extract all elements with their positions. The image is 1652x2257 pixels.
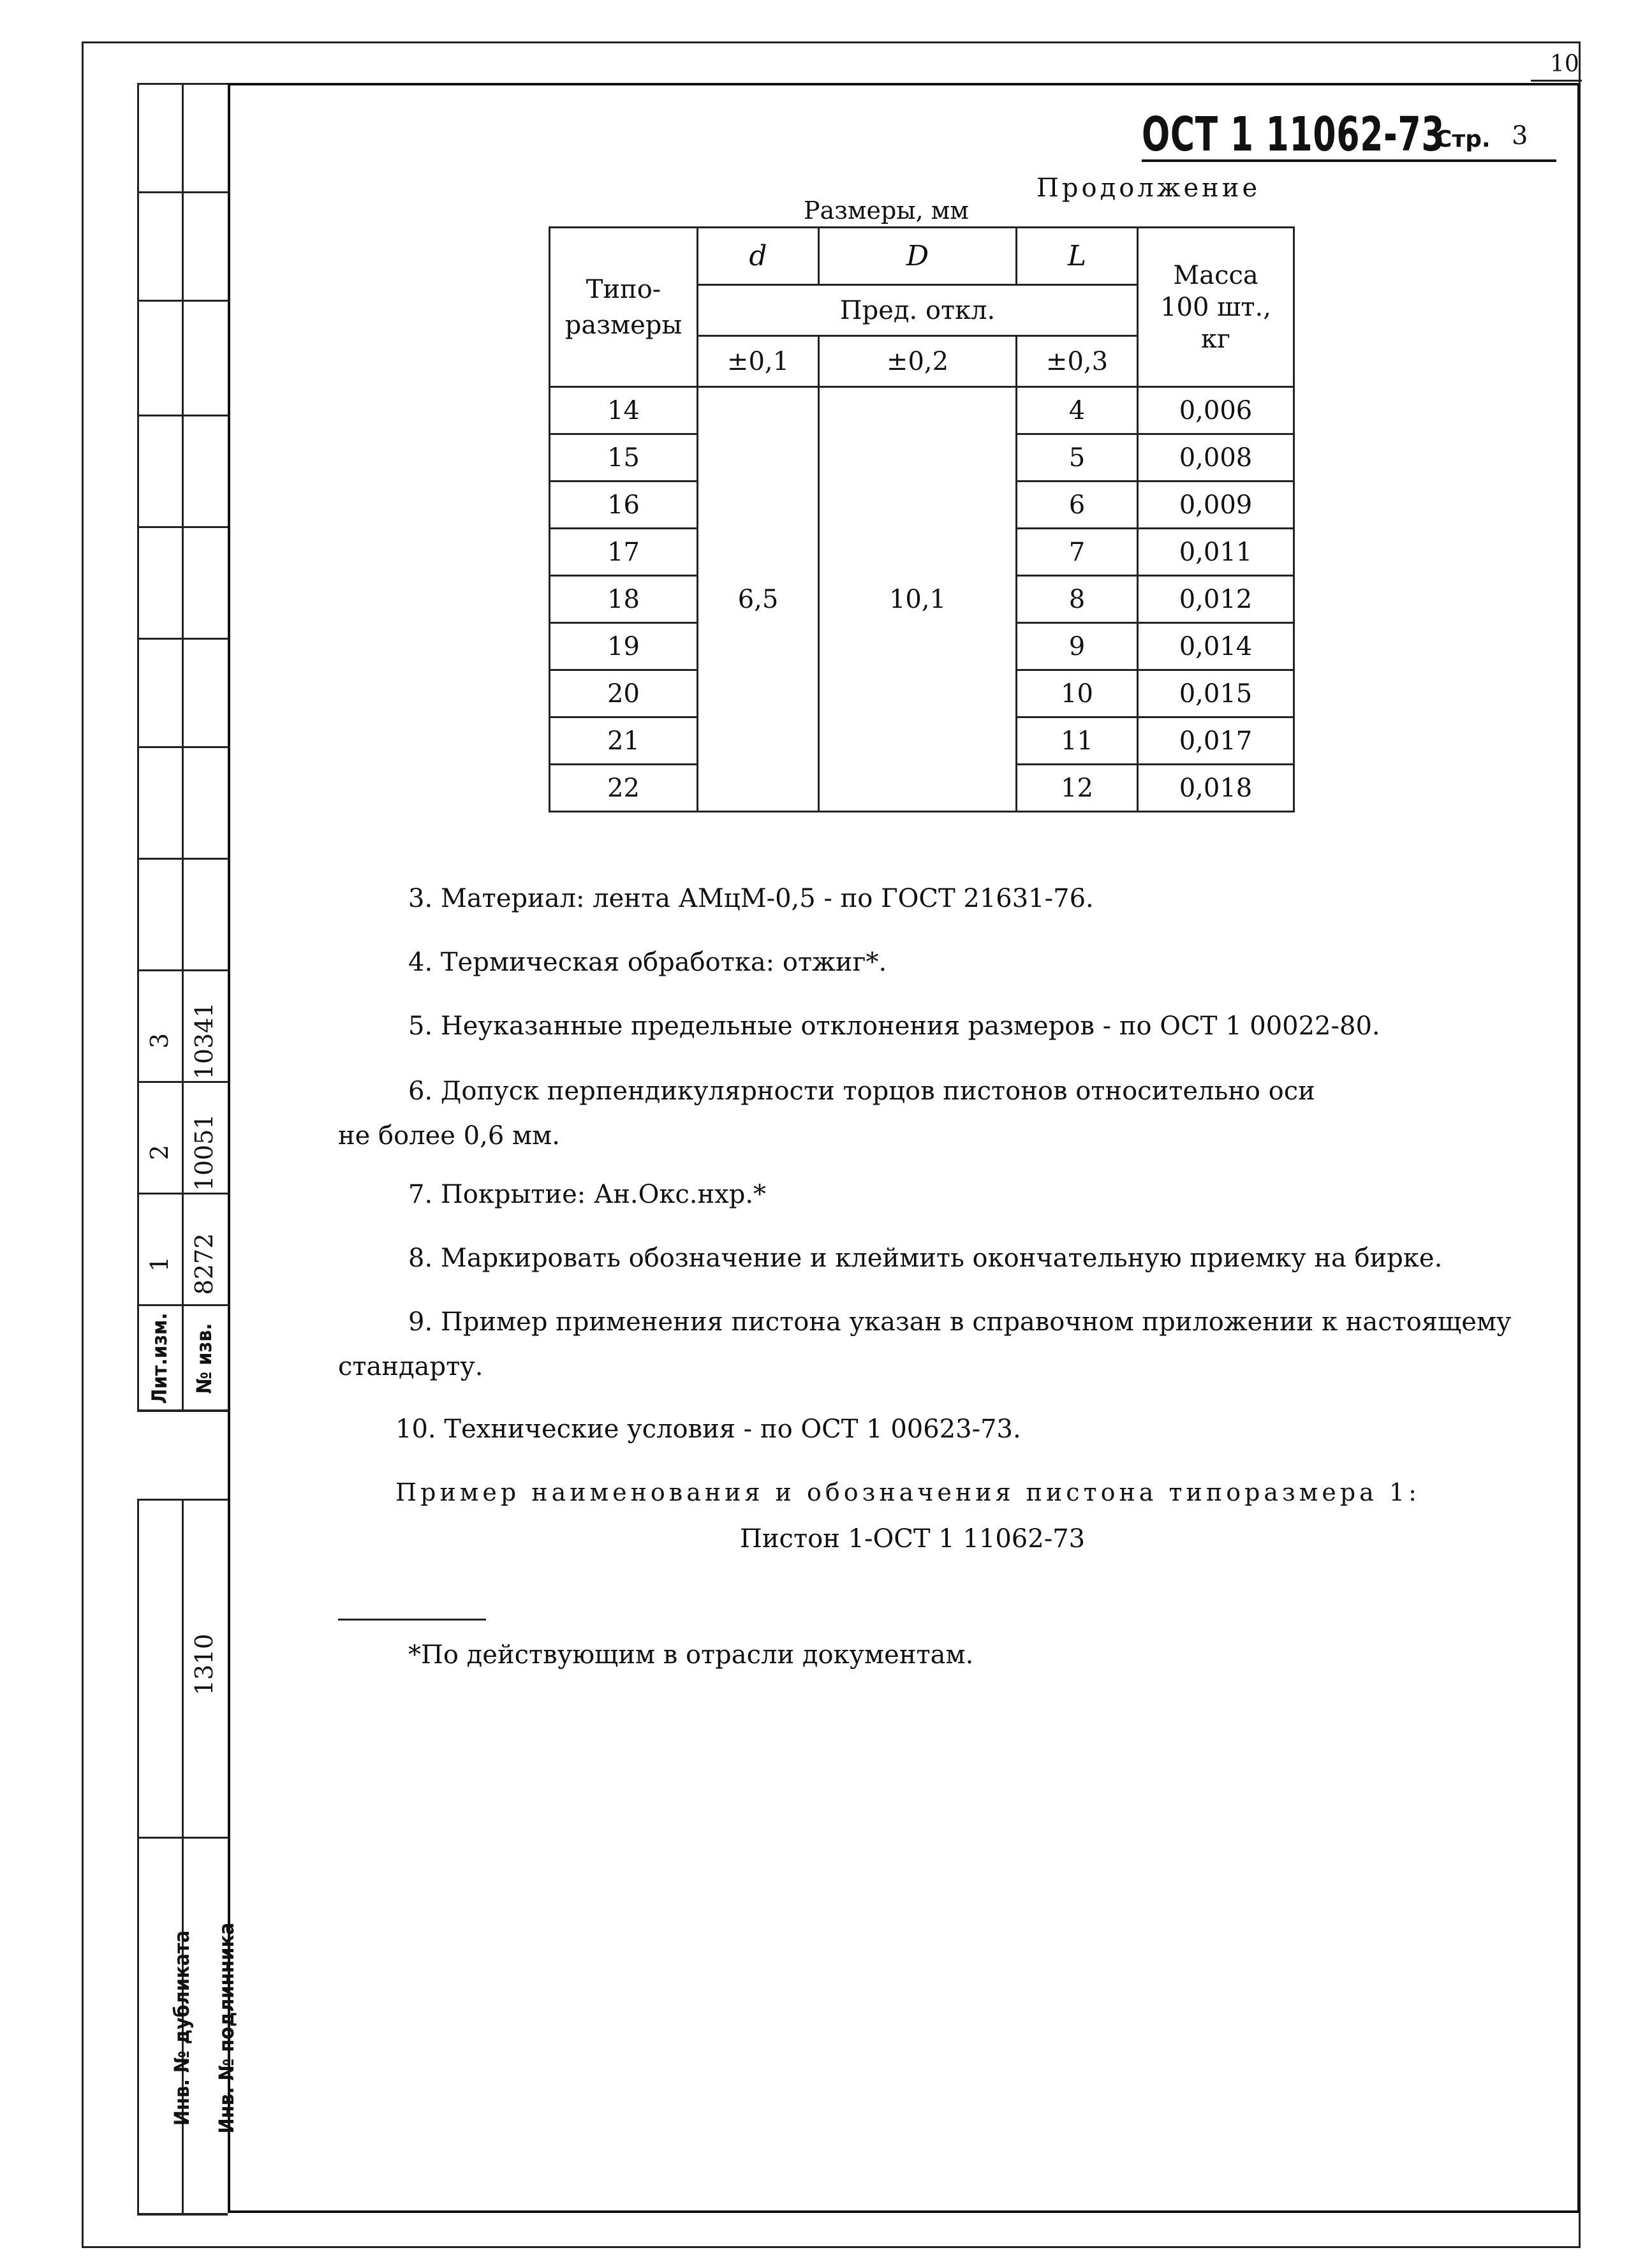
clause-10-specifications: 10. Технические условия - по ОСТ 1 00623-73.	[395, 1415, 1021, 1444]
clause-6-perpendicularity: 6. Допуск перпендикулярности торцов пистонов относительно оси	[408, 1077, 1315, 1106]
page-label: Стр.	[1435, 126, 1491, 152]
table-cell-L: 7	[1017, 529, 1138, 576]
clause-4-heat-treatment: 4. Термическая обработка: отжиг*.	[408, 948, 887, 977]
stamp-row-line	[137, 1837, 228, 1839]
tolerance-header: Пред. откл.	[698, 285, 1138, 336]
original-inventory-label: Инв. № подлинника	[214, 1922, 239, 2134]
table-cell-L: 6	[1017, 482, 1138, 529]
col-header-type: Типо- размеры	[550, 228, 698, 387]
change-notice-1: 8272	[190, 1233, 218, 1295]
sheet-number-line	[1531, 80, 1582, 82]
table-cell-type: 16	[550, 482, 698, 529]
table-cell-L: 11	[1017, 717, 1138, 765]
table-cell-mass: 0,015	[1138, 670, 1294, 717]
table-cell-L: 12	[1017, 765, 1138, 812]
table-cell-mass: 0,009	[1138, 482, 1294, 529]
table-cell-mass: 0,014	[1138, 623, 1294, 670]
tolerance-d: ±0,1	[698, 336, 819, 387]
dimensions-table	[549, 226, 1295, 812]
table-cell-mass: 0,018	[1138, 765, 1294, 812]
stamp-row-line	[137, 746, 228, 748]
table-cell-L: 9	[1017, 623, 1138, 670]
sheet-number: 10	[1550, 51, 1579, 77]
table-cell-type: 20	[550, 670, 698, 717]
change-notice-3: 10341	[190, 1002, 218, 1080]
stamp-row-line	[137, 1409, 228, 1412]
stamp-row-line	[137, 1499, 228, 1501]
table-cell-mass: 0,006	[1138, 387, 1294, 434]
table-cell-type: 22	[550, 765, 698, 812]
table-cell-type: 17	[550, 529, 698, 576]
clause-7-coating: 7. Покрытие: Ан.Окс.нхр.*	[408, 1180, 767, 1209]
col-header-L: L	[1017, 228, 1138, 285]
clause-5-tolerances: 5. Неуказанные предельные отклонения размеров - по ОСТ 1 00022-80.	[408, 1011, 1380, 1041]
change-lit-3: 3	[145, 1033, 173, 1049]
stamp-row-line	[137, 415, 228, 416]
clause-8-marking: 8. Маркировать обозначение и клеймить окончательную приемку на бирке.	[408, 1244, 1443, 1273]
change-lit-1: 1	[145, 1256, 173, 1272]
stamp-row-line	[137, 526, 228, 528]
col-header-D: D	[819, 228, 1017, 285]
clause-6-continuation: не более 0,6 мм.	[338, 1121, 560, 1151]
stamp-row-line	[137, 638, 228, 640]
stamp-row-line	[137, 300, 228, 302]
table-cell-type: 19	[550, 623, 698, 670]
stamp-row-line	[137, 2213, 228, 2216]
stamp-row-line	[137, 858, 228, 860]
stamp-row-line	[137, 83, 228, 85]
footnote-separator	[338, 1619, 486, 1621]
clause-3-material: 3. Материал: лента АМцМ-0,5 - по ГОСТ 21631-76.	[408, 884, 1094, 913]
table-continuation-caption: Продолжение	[1036, 173, 1261, 203]
table-cell-type: 14	[550, 387, 698, 434]
table-cell-mass: 0,012	[1138, 576, 1294, 623]
duplicate-inventory-label: Инв. № дубликата	[170, 1930, 194, 2126]
stamp-col-line	[137, 1499, 139, 2213]
col-header-mass: Масса 100 шт., кг	[1138, 228, 1294, 387]
document-code: ОСТ 1 11062-73	[1142, 107, 1445, 162]
document-code-underline	[1142, 159, 1556, 162]
table-units-caption: Размеры, мм	[804, 196, 969, 224]
table-cell-mass: 0,011	[1138, 529, 1294, 576]
table-cell-mass: 0,008	[1138, 434, 1294, 482]
designation-example-title: Пример наименования и обозначения пистона типоразмера 1:	[395, 1478, 1420, 1506]
notice-number-label: № изв.	[192, 1323, 216, 1394]
footnote: *По действующим в отрасли документам.	[408, 1640, 974, 1670]
table-cell-type: 21	[550, 717, 698, 765]
lit-change-label: Лит.изм.	[147, 1312, 172, 1404]
page-number: 3	[1512, 121, 1528, 151]
table-cell-type: 15	[550, 434, 698, 482]
stamp-row-line	[137, 969, 228, 971]
table-cell-mass: 0,017	[1138, 717, 1294, 765]
stamp-row-line	[137, 191, 228, 193]
table-cell-L: 4	[1017, 387, 1138, 434]
original-inventory-number: 1310	[190, 1633, 218, 1696]
clause-9-example: 9. Пример применения пистона указан в справочном приложении к настоящему	[408, 1307, 1512, 1337]
table-cell-type: 18	[550, 576, 698, 623]
tolerance-D: ±0,2	[819, 336, 1017, 387]
designation-example-value: Пистон 1-ОСТ 1 11062-73	[740, 1524, 1086, 1554]
clause-9-continuation: стандарту.	[338, 1352, 483, 1381]
table-cell-L: 5	[1017, 434, 1138, 482]
col-header-d: d	[698, 228, 819, 285]
tolerance-L: ±0,3	[1017, 336, 1138, 387]
table-cell-L: 10	[1017, 670, 1138, 717]
table-cell-L: 8	[1017, 576, 1138, 623]
change-notice-2: 10051	[190, 1114, 218, 1191]
table-cell-d-merged: 6,5	[698, 387, 819, 812]
change-lit-2: 2	[145, 1144, 173, 1161]
table-cell-D-merged: 10,1	[819, 387, 1017, 812]
